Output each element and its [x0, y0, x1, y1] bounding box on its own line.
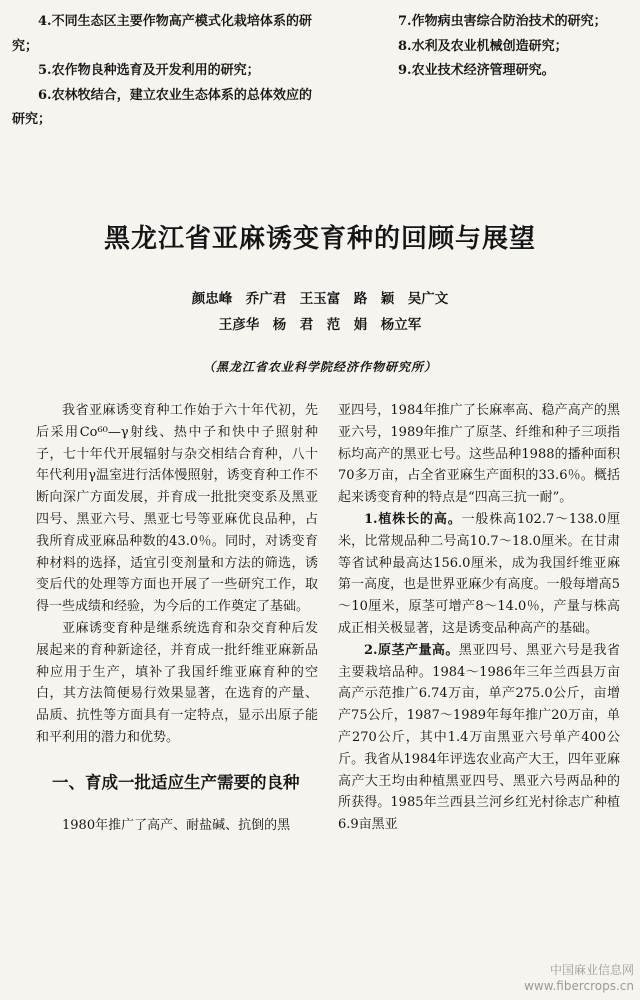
paragraph: 我省亚麻诱变育种工作始于六十年代初，先后采用Co⁶⁰—γ射线、热中子和快中子照射种子，七十年代开展辐射与杂交相结合育种，八十年代利用γ温室进行活体慢照射，诱变育种工作不断向深广方面发展，并育成一批批突变系及黑亚四号、黑亚六号、黑亚七号等亚麻优良品种，占我所育成亚麻品种数的43.0％。同时，对诱变育种材料的选择，适宜引变剂量和方法的筛选，诱变后代的处理等方面也开展了一些研究工作，取得一些成绩和经验，为今后的工作奠定了基础。	[36, 403, 318, 615]
site-watermark	[524, 962, 634, 994]
paragraph	[338, 640, 620, 836]
list-item: 9.农业技术经济管理研究。	[398, 63, 555, 78]
section-heading: 一、育成一批适应生产需要的良种	[52, 772, 300, 792]
article-title: 黑龙江省亚麻诱变育种的回顾与展望	[103, 224, 536, 254]
paragraph-lead: 1.植株长的高。	[364, 511, 462, 527]
paragraph-body: 黑亚四号、黑亚六号是我省主要栽培品种。1984～1986年三年兰西县万亩高产示范推广6.74万亩，单产275.0公斤，亩增产75公斤，1987～1989年每年推广20万亩，单产270公斤，其中1.4万亩黑亚六号单产400公斤。我省从1984年评选农业高产大王，四年亚麻高产大王均由种植黑亚四号、黑亚六号两品种的所获得。1985年兰西县兰河乡红光村徐志广种植6.9亩黑亚	[338, 642, 620, 833]
body-column-left	[36, 400, 318, 837]
author-list: 颜忠峰 乔广君 王玉富 路 颖 吴广文	[191, 291, 449, 307]
affiliation: （黑龙江省农业科学院经济作物研究所）	[202, 360, 437, 374]
previous-article-tail	[0, 10, 640, 150]
list-item: 6.农林牧结合，建立农业生态体系的总体效应的研究；	[12, 87, 312, 127]
watermark-name: 中国麻业信息网	[549, 963, 634, 977]
paragraph: 亚四号，1984年推广了长麻率高、稳产高产的黑亚六号，1989年推广了原茎、纤维和种子三项指标均高产的黑亚七号。这些品种1988的播种面积70多万亩，占全省亚麻生产面积的33.6％。概括起来诱变育种的特点是“四高三抗一耐”。	[338, 403, 620, 506]
paragraph: 1980年推广了高产、耐盐碱、抗倒的黑	[62, 817, 291, 833]
list-item: 4.不同生态区主要作物高产模式化栽培体系的研究；	[12, 14, 312, 54]
research-list-right	[372, 10, 622, 84]
paragraph: 亚麻诱变育种是继系统选育和杂交育种后发展起来的育种新途径，并育成一批纤维亚麻新品种应用于生产，填补了我国纤维亚麻育种的空白，其方法简便易行效果显著，在选育的产量、品质、抗性等方面具有一定特点，显示出原子能和平利用的潜力和优势。	[36, 620, 318, 745]
body-column-right	[338, 400, 620, 836]
watermark-url: www.fibercrops.cn	[524, 979, 634, 993]
list-item: 7.作物病虫害综合防治技术的研究；	[398, 14, 607, 29]
list-item: 5.农作物良种选育及开发利用的研究；	[38, 63, 260, 78]
author-list: 王彦华 杨 君 范 娟 杨立军	[218, 317, 422, 333]
list-item: 8.水利及农业机械创造研究；	[398, 38, 568, 54]
paragraph	[338, 509, 620, 640]
research-list-left	[12, 10, 312, 133]
paragraph-lead: 2.原茎产量高。	[364, 642, 459, 658]
paragraph-body: 一般株高102.7～138.0厘米，比常规品种二号高10.7～18.0厘米。在甘肃等省试种最高达156.0厘米，成为我国纤维亚麻第一高度，也是世界亚麻少有高度。一般每增高5～10厘米，原茎可增产8～14.0％，产量与株高成正相关极显著，这是诱变品种高产的基础。	[338, 511, 621, 636]
